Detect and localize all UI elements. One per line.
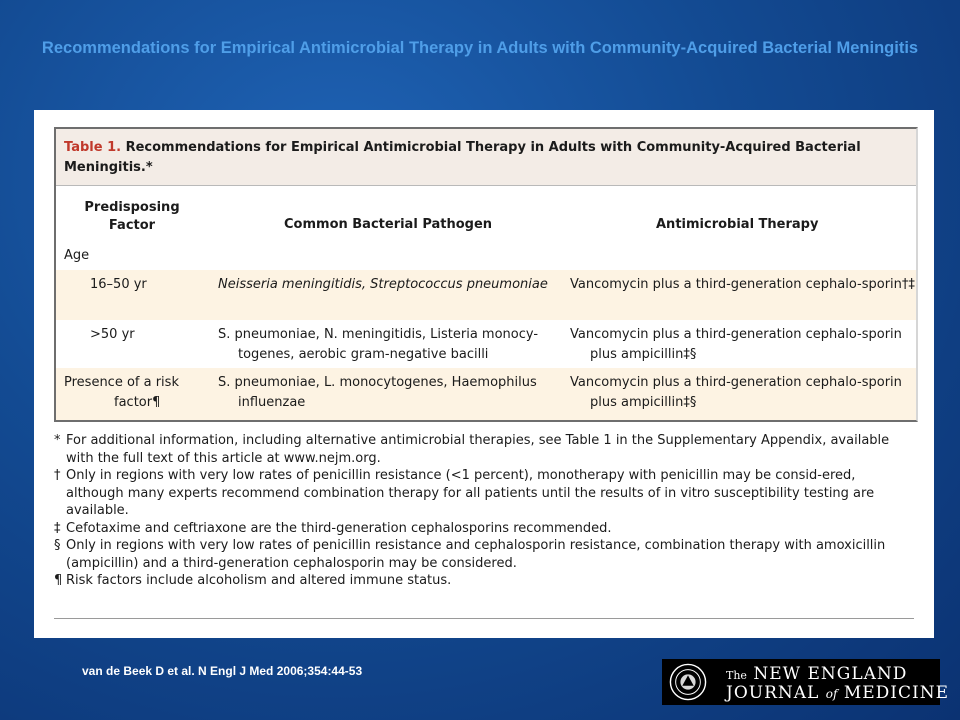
footnote-mark: ‡ — [54, 520, 61, 536]
footnote-text: Only in regions with very low rates of penicillin resistance (<1 percent), monotherapy with penicillin may be consid-ered, although many experts recommend combination therapy for all patients until the results of in vitro susceptibility testing are available. — [66, 468, 875, 518]
row-factor-line2: factor¶ — [114, 395, 161, 410]
footnote-mark: * — [54, 433, 61, 448]
logo-line-2 — [726, 683, 949, 703]
footnote-item — [54, 467, 914, 520]
row-therapy: Vancomycin plus a third-generation cephalo-sporin†‡ — [570, 277, 915, 292]
footnote-text: For additional information, including alternative antimicrobial therapies, see Table 1 in the Supplementary Appendix, available with the full text of this article at www.nejm.org. — [66, 433, 890, 466]
footnotes — [54, 432, 914, 590]
table-panel — [34, 110, 934, 638]
header-pathogen: Common Bacterial Pathogen — [284, 217, 493, 232]
footnote-text: Only in regions with very low rates of penicillin resistance and cephalosporin resistance, combination therapy with amoxicillin (ampicillin) and a third-generation cephalosporin may be considered. — [66, 538, 886, 571]
row-factor — [56, 373, 204, 413]
header-predisposing-factor — [68, 199, 196, 235]
nejm-seal-icon — [669, 663, 707, 701]
header-factor-line2: Factor — [108, 218, 156, 233]
group-label-age: Age — [64, 248, 90, 263]
table-row — [56, 368, 916, 420]
footnote-item — [54, 537, 914, 572]
footnote-item — [54, 432, 914, 467]
table-row — [56, 270, 916, 320]
row-pathogen: Neisseria meningitidis, Streptococcus pneumoniae — [218, 277, 548, 292]
row-pathogen: S. pneumoniae, N. meningitidis, Listeria monocy-togenes, aerobic gram-negative bacilli — [218, 327, 539, 362]
row-therapy: Vancomycin plus a third-generation cephalo-sporin plus ampicillin‡§ — [570, 327, 902, 362]
header-therapy: Antimicrobial Therapy — [656, 217, 819, 232]
row-factor: 16–50 yr — [90, 277, 147, 292]
logo-line-1 — [726, 664, 907, 684]
logo-new-england: NEW ENGLAND — [753, 664, 908, 684]
row-factor-line1: Presence of a risk — [64, 375, 179, 390]
row-factor: >50 yr — [90, 327, 135, 342]
table-header-row — [56, 186, 916, 246]
table-row — [56, 320, 916, 368]
therapy-table — [54, 127, 918, 422]
footnote-text: Cefotaxime and ceftriaxone are the third-generation cephalosporins recommended. — [66, 520, 612, 536]
table-label: Table 1. — [64, 140, 122, 155]
logo-journal: JOURNAL — [726, 683, 820, 703]
footnote-item — [54, 572, 914, 590]
footnote-mark: § — [54, 538, 61, 553]
slide-title: Recommendations for Empirical Antimicrobial Therapy in Adults with Community-Acquired Bacterial Meningitis — [41, 39, 919, 57]
row-therapy: Vancomycin plus a third-generation cephalo-sporin plus ampicillin‡§ — [570, 375, 902, 410]
table-caption — [56, 129, 916, 186]
footnote-mark: † — [54, 468, 61, 483]
nejm-logo — [662, 659, 949, 705]
footnote-item — [54, 520, 914, 538]
row-pathogen: S. pneumoniae, L. monocytogenes, Haemophilus influenzae — [218, 375, 537, 410]
bottom-rule — [54, 618, 914, 619]
logo-medicine: MEDICINE — [843, 683, 949, 703]
footnote-text: Risk factors include alcoholism and altered immune status. — [66, 573, 452, 588]
logo-of: of — [825, 687, 838, 701]
header-factor-line1: Predisposing — [84, 200, 180, 215]
footnote-mark: ¶ — [54, 573, 63, 588]
citation: van de Beek D et al. N Engl J Med 2006;354:44-53 — [82, 664, 363, 678]
logo-the: The — [726, 669, 747, 682]
table-caption-text: Recommendations for Empirical Antimicrobial Therapy in Adults with Community-Acquired Bacterial Meningitis.* — [64, 140, 861, 175]
